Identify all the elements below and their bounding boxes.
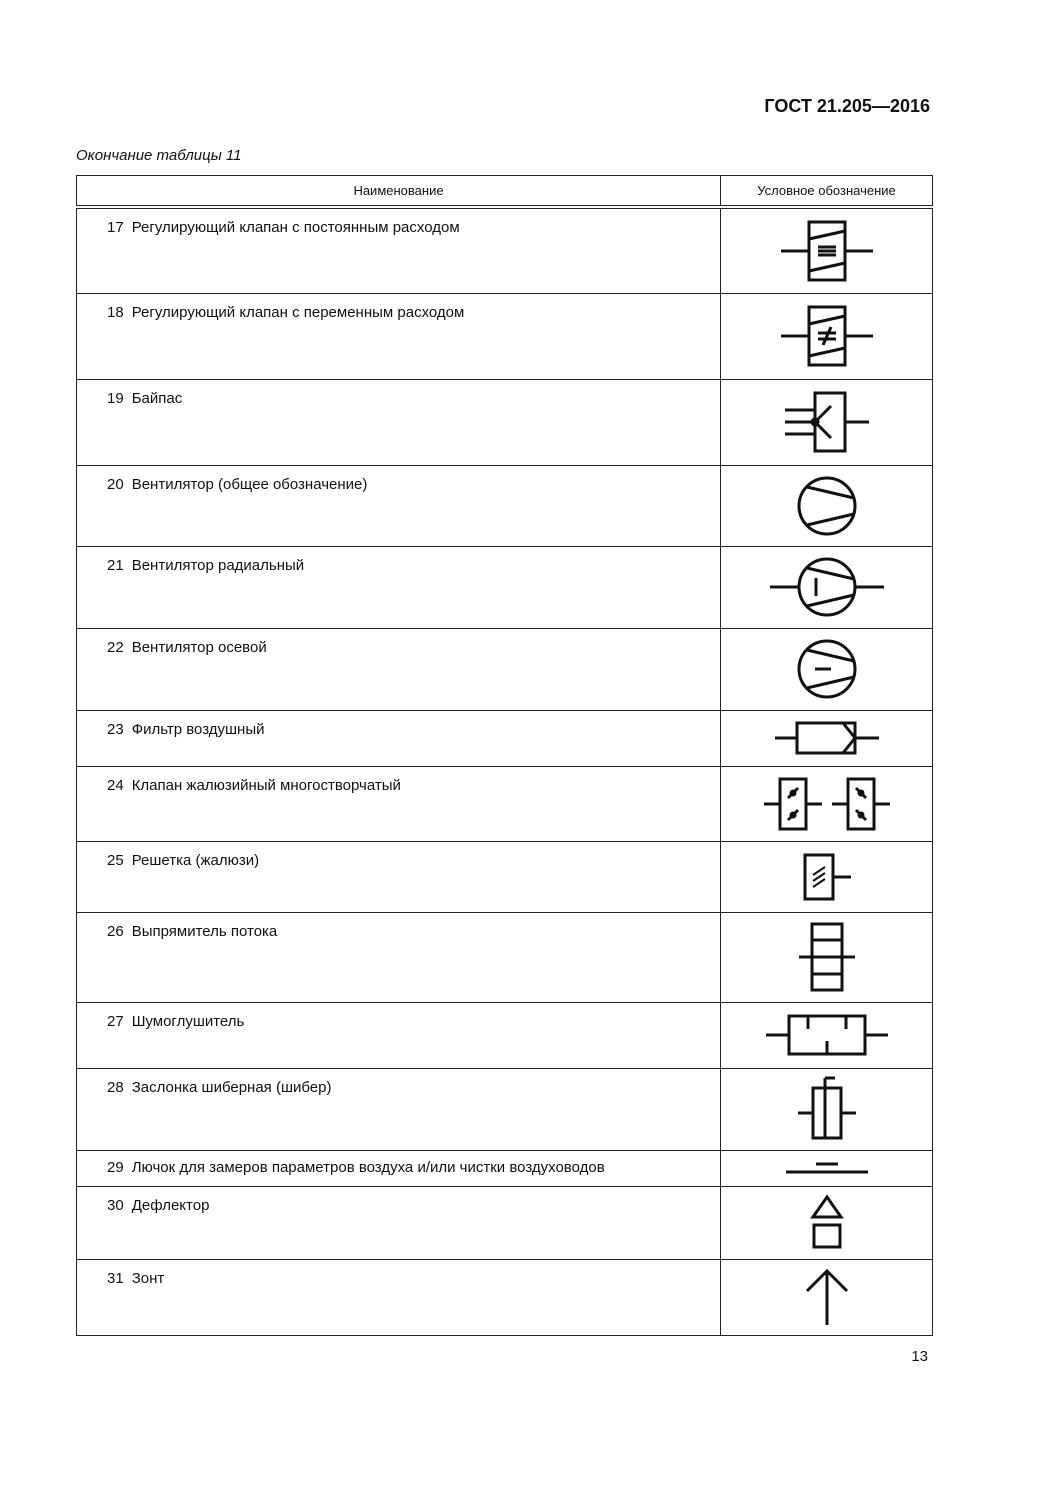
row-label: Лючок для замеров параметров воздуха и/или чистки воздуховодов — [131, 1158, 605, 1176]
row-label: Решетка (жалюзи) — [131, 851, 260, 869]
access-hatch-icon — [782, 1158, 872, 1178]
multi-leaf-louver-valve-icon — [762, 776, 892, 832]
row-symbol-cell — [721, 1259, 933, 1335]
row-label: Клапан жалюзийный многостворчатый — [131, 776, 401, 794]
row-label: Вентилятор радиальный — [131, 556, 305, 574]
row-symbol-cell — [721, 546, 933, 628]
row-label: Вентилятор осевой — [131, 638, 267, 656]
row-label: Регулирующий клапан с переменным расходом — [131, 303, 465, 321]
row-label: Фильтр воздушный — [131, 720, 265, 738]
row-symbol-cell — [721, 766, 933, 841]
table-header-row — [77, 176, 933, 208]
axial-fan-icon — [792, 637, 862, 701]
row-number: 21 — [107, 556, 124, 574]
row-symbol-cell — [721, 465, 933, 546]
constant-flow-valve-icon — [780, 219, 874, 283]
flow-straightener-icon — [797, 922, 857, 992]
row-label-cell — [77, 1259, 721, 1335]
row-label-cell — [77, 1186, 721, 1259]
row-number: 29 — [107, 1158, 124, 1176]
slide-gate-icon — [795, 1076, 859, 1142]
row-symbol-cell — [721, 1002, 933, 1068]
radial-fan-icon — [767, 555, 887, 619]
row-label-cell — [77, 546, 721, 628]
row-number: 27 — [107, 1012, 124, 1030]
row-label-cell — [77, 1068, 721, 1150]
row-number: 23 — [107, 720, 124, 738]
row-label-cell — [77, 628, 721, 710]
row-label-cell — [77, 465, 721, 546]
table-row — [77, 465, 933, 546]
row-number: 18 — [107, 303, 124, 321]
row-number: 22 — [107, 638, 124, 656]
row-label-cell — [77, 293, 721, 379]
row-label: Шумоглушитель — [131, 1012, 245, 1030]
row-label-cell — [77, 207, 721, 293]
table-row — [77, 293, 933, 379]
row-number: 25 — [107, 851, 124, 869]
row-label: Дефлектор — [131, 1196, 210, 1214]
table-row — [77, 912, 933, 1002]
table-row — [77, 379, 933, 465]
row-number: 26 — [107, 922, 124, 940]
row-label-cell — [77, 1150, 721, 1186]
row-label-cell — [77, 1002, 721, 1068]
row-symbol-cell — [721, 912, 933, 1002]
row-label-cell — [77, 710, 721, 766]
table-row — [77, 1150, 933, 1186]
row-label-cell — [77, 766, 721, 841]
table-caption: Окончание таблицы 11 — [76, 147, 242, 164]
grille-icon — [797, 851, 857, 903]
row-symbol-cell — [721, 293, 933, 379]
row-symbol-cell — [721, 207, 933, 293]
row-symbol-cell — [721, 841, 933, 912]
row-label: Заслонка шиберная (шибер) — [131, 1078, 332, 1096]
row-symbol-cell — [721, 1186, 933, 1259]
table-row — [77, 1068, 933, 1150]
table-row — [77, 766, 933, 841]
row-number: 20 — [107, 475, 124, 493]
row-symbol-cell — [721, 379, 933, 465]
row-number: 30 — [107, 1196, 124, 1214]
row-symbol-cell — [721, 1068, 933, 1150]
standard-number: ГОСТ 21.205—2016 — [764, 96, 930, 116]
row-label: Выпрямитель потока — [131, 922, 278, 940]
row-label-cell — [77, 841, 721, 912]
table-row — [77, 1186, 933, 1259]
silencer-icon — [764, 1012, 890, 1058]
row-number: 19 — [107, 389, 124, 407]
bypass-icon — [780, 390, 874, 454]
row-number: 17 — [107, 219, 124, 236]
row-symbol-cell — [721, 710, 933, 766]
table-row — [77, 841, 933, 912]
row-symbol-cell — [721, 1150, 933, 1186]
table-row — [77, 1259, 933, 1335]
table-row — [77, 1002, 933, 1068]
column-header-name: Наименование — [77, 176, 721, 208]
deflector-icon — [807, 1195, 847, 1251]
fan-icon — [792, 474, 862, 538]
air-filter-icon — [774, 720, 880, 756]
row-label: Вентилятор (общее обозначение) — [131, 475, 368, 493]
column-header-symbol: Условное обозначение — [721, 176, 933, 208]
row-label-cell — [77, 912, 721, 1002]
row-label: Зонт — [131, 1269, 165, 1287]
row-number: 24 — [107, 776, 124, 794]
symbols-table — [76, 175, 933, 1336]
row-symbol-cell — [721, 628, 933, 710]
table-row — [77, 546, 933, 628]
row-number: 31 — [107, 1269, 124, 1287]
variable-flow-valve-icon — [780, 304, 874, 368]
row-label: Байпас — [131, 389, 183, 407]
row-number: 28 — [107, 1078, 124, 1096]
hood-icon — [802, 1267, 852, 1327]
row-label-cell — [77, 379, 721, 465]
table-row — [77, 207, 933, 293]
row-label: Регулирующий клапан с постоянным расходом — [131, 219, 460, 236]
table-row — [77, 710, 933, 766]
page-number: 13 — [911, 1348, 928, 1365]
table-row — [77, 628, 933, 710]
